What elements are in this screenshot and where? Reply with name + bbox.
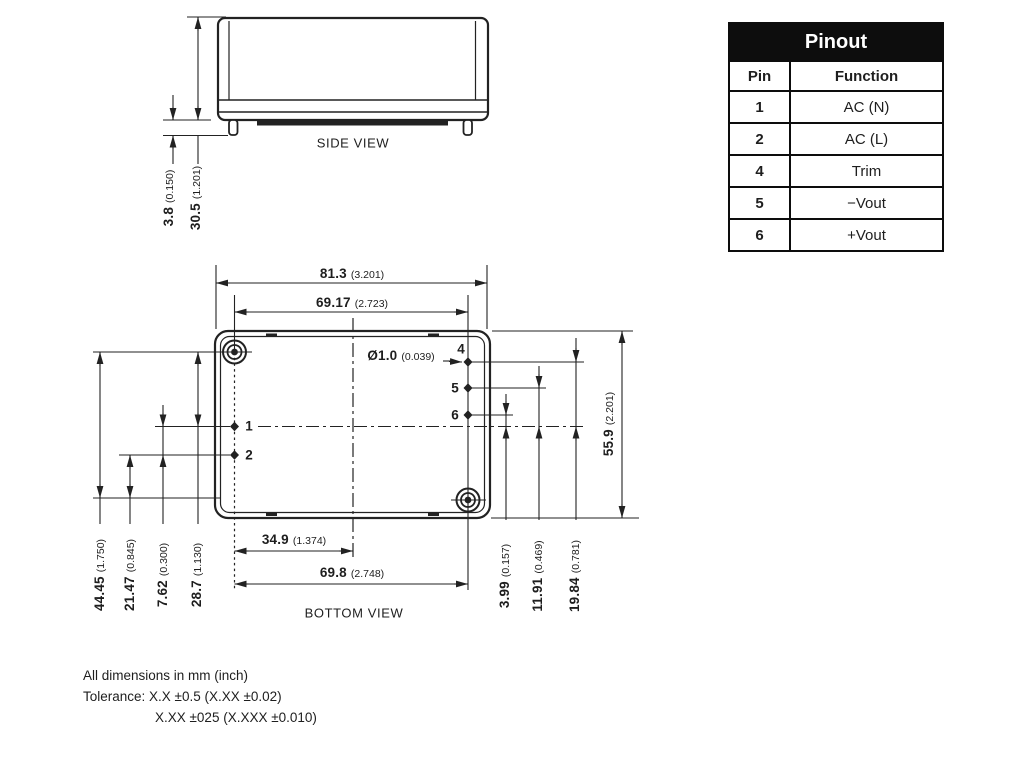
dim-mm: 11.91 bbox=[530, 577, 545, 612]
dim-mm: 30.5 bbox=[188, 203, 203, 231]
dim-inch: (0.039) bbox=[401, 351, 435, 363]
dim-label-pin4-offset bbox=[567, 540, 583, 612]
pin-function: Trim bbox=[851, 162, 882, 180]
dim-mm: 55.9 bbox=[601, 429, 616, 457]
table-row bbox=[730, 186, 942, 218]
dim-label-hole-span bbox=[92, 539, 108, 611]
dim-mm: 69.17 bbox=[315, 295, 351, 310]
pin-number: 5 bbox=[730, 188, 791, 218]
dim-inch: (1.374) bbox=[292, 535, 327, 547]
dim-mm: 19.84 bbox=[567, 577, 582, 613]
dim-inch: (1.750) bbox=[95, 538, 107, 573]
dim-mm: 34.9 bbox=[261, 532, 289, 547]
dim-mm: 44.45 bbox=[92, 576, 107, 612]
dim-mm: Ø1.0 bbox=[367, 348, 398, 363]
dim-label-overall-width bbox=[320, 266, 384, 282]
note-tolerance-1: Tolerance: X.X ±0.5 (X.XX ±0.02) bbox=[83, 689, 282, 704]
dim-label-pin-to-centerline bbox=[262, 532, 326, 548]
dim-label-pin-length bbox=[161, 170, 177, 227]
pinout-table-title: Pinout bbox=[730, 24, 942, 60]
dim-label-top-to-pin1 bbox=[189, 543, 205, 607]
bottom-view-drawing bbox=[93, 265, 639, 590]
dim-inch: (0.781) bbox=[570, 539, 582, 574]
dim-label-pin6-offset bbox=[497, 544, 513, 608]
side-view-pin-left bbox=[229, 120, 238, 135]
dim-inch: (0.469) bbox=[533, 540, 545, 574]
note-dimensions: All dimensions in mm (inch) bbox=[83, 668, 249, 683]
pin-number: 2 bbox=[730, 124, 791, 154]
dim-inch: (1.130) bbox=[192, 542, 204, 577]
pin-callout-2: 2 bbox=[245, 447, 253, 463]
dim-inch: (2.201) bbox=[604, 391, 616, 426]
pin-markers bbox=[230, 357, 473, 460]
dim-inch: (0.845) bbox=[125, 538, 137, 573]
dim-label-overall-height bbox=[601, 392, 617, 456]
pin-callout-6: 6 bbox=[451, 407, 459, 423]
table-row bbox=[730, 122, 942, 154]
dim-mm: 3.8 bbox=[161, 206, 176, 227]
dim-mm: 28.7 bbox=[189, 580, 204, 608]
pin-number: 4 bbox=[730, 156, 791, 186]
dim-label-pin5-offset bbox=[530, 540, 546, 611]
dim-label-body-height bbox=[188, 166, 204, 230]
pinout-col-pin: Pin bbox=[730, 62, 791, 90]
dim-label-pin-column-span bbox=[320, 565, 384, 581]
pin-callout-5: 5 bbox=[451, 380, 459, 396]
case-bottom-recess bbox=[257, 121, 448, 126]
dim-mm: 69.8 bbox=[319, 565, 347, 580]
table-row bbox=[730, 154, 942, 186]
dim-mm: 7.62 bbox=[155, 580, 170, 608]
dim-inch: (2.748) bbox=[350, 568, 385, 580]
dim-inch: (3.201) bbox=[350, 269, 385, 281]
pin-function: AC (N) bbox=[843, 98, 890, 116]
side-view-title: SIDE VIEW bbox=[316, 135, 390, 151]
dim-inch: (2.723) bbox=[354, 298, 389, 310]
table-row bbox=[730, 90, 942, 122]
dim-mm: 21.47 bbox=[122, 576, 137, 612]
pinout-table-header-row bbox=[730, 60, 942, 90]
note-tolerance-2: X.XX ±025 (X.XXX ±0.010) bbox=[155, 710, 317, 725]
dim-inch: (0.150) bbox=[164, 169, 176, 203]
pin-function: −Vout bbox=[847, 194, 886, 212]
pinout-col-function: Function bbox=[834, 67, 899, 85]
pin-callout-4: 4 bbox=[457, 341, 465, 357]
pin-number: 6 bbox=[730, 220, 791, 250]
dim-inch: (0.157) bbox=[500, 543, 512, 578]
dim-label-pin-diameter bbox=[367, 348, 434, 364]
table-row bbox=[730, 218, 942, 250]
pin-callout-1: 1 bbox=[245, 418, 253, 434]
dim-label-pin1-to-pin2 bbox=[155, 543, 171, 607]
pinout-table bbox=[728, 22, 944, 252]
dim-mm: 81.3 bbox=[319, 266, 347, 281]
dim-label-pin2-to-bottom bbox=[122, 539, 138, 611]
dim-mm: 3.99 bbox=[497, 581, 512, 609]
dim-label-hole-to-pin-column bbox=[316, 295, 388, 311]
bottom-view-title: BOTTOM VIEW bbox=[304, 605, 404, 621]
pin-number: 1 bbox=[730, 92, 791, 122]
notes-block bbox=[83, 665, 317, 728]
dim-inch: (0.300) bbox=[158, 542, 170, 577]
side-view-pin-right bbox=[464, 120, 473, 135]
pin-function: +Vout bbox=[847, 226, 886, 244]
pin-function: AC (L) bbox=[844, 130, 889, 148]
dim-inch: (1.201) bbox=[191, 165, 203, 200]
